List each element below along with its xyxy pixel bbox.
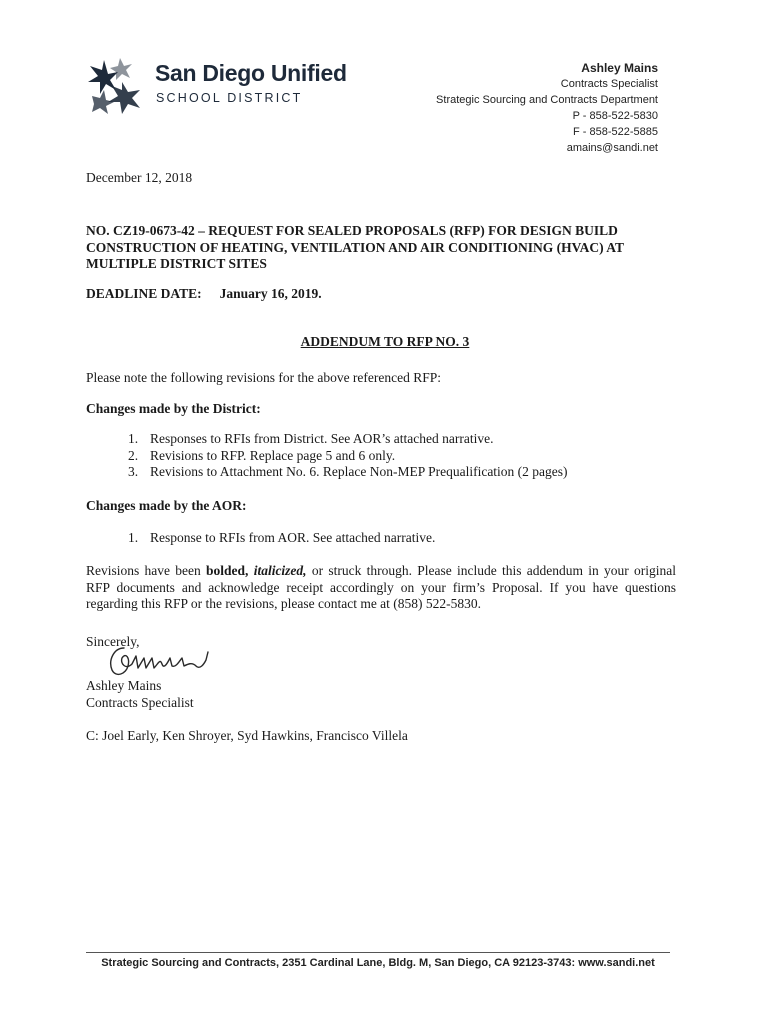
footer-address: Strategic Sourcing and Contracts, 2351 Cardinal Lane, Bldg. M, San Diego, CA 92123-3743: www.sandi.net xyxy=(101,957,655,969)
footer-divider xyxy=(86,952,670,953)
addendum-title: ADDENDUM TO RFP NO. 3 xyxy=(300,334,470,349)
district-subtitle: SCHOOL DISTRICT xyxy=(156,91,303,105)
list-item: 2. Revisions to RFP. Replace page 5 and 6 only. xyxy=(128,447,396,463)
letter-subject: NO. CZ19-0673-42 – REQUEST FOR SEALED PROPOSALS (RFP) FOR DESIGN BUILD CONSTRUCTION OF HEATING, VENTILATION AND AIR CONDITIONING (HVAC) AT MULTIPLE DISTRICT SITES xyxy=(86,223,624,271)
district-changes-list xyxy=(128,431,568,481)
deadline-line xyxy=(86,286,322,303)
signer-title: Contracts Specialist xyxy=(86,695,194,710)
contact-phone: P - 858-522-5830 xyxy=(572,110,658,122)
district-logo-icon xyxy=(82,52,150,122)
district-changes-title: Changes made by the District: xyxy=(86,401,261,416)
contact-name: Ashley Mains xyxy=(581,61,658,75)
contact-block xyxy=(436,60,658,156)
list-item: 1. Response to RFIs from AOR. See attached narrative. xyxy=(128,530,436,545)
revisions-paragraph: Revisions have been bolded, italicized, or struck through. Please include this addendum in your original RFP documents and acknowledge receipt accordingly on your firm’s Proposal. If you have questions regarding this RFP or the revisions, please contact me at (858) 522-5830. xyxy=(86,563,676,611)
contact-email: amains@sandi.net xyxy=(566,142,658,154)
deadline-value: January 16, 2019. xyxy=(219,286,322,301)
closing: Sincerely, xyxy=(86,634,140,649)
contact-department: Strategic Sourcing and Contracts Department xyxy=(436,94,658,106)
district-name: San Diego Unified xyxy=(155,60,347,86)
aor-changes-list xyxy=(128,530,435,547)
deadline-label: DEADLINE DATE: xyxy=(86,286,202,301)
contact-fax: F - 858-522-5885 xyxy=(573,126,658,138)
contact-title: Contracts Specialist xyxy=(560,78,658,90)
italicized-word: italicized, xyxy=(253,563,307,578)
aor-changes-title: Changes made by the AOR: xyxy=(86,498,247,513)
list-item: 1. Responses to RFIs from District. See AOR’s attached narrative. xyxy=(128,431,494,446)
letter-date: December 12, 2018 xyxy=(86,170,193,185)
signer-name: Ashley Mains xyxy=(86,678,162,693)
cc-line: C: Joel Early, Ken Shroyer, Syd Hawkins, Francisco Villela xyxy=(86,728,408,743)
signature-icon xyxy=(96,634,216,684)
bolded-word: bolded, xyxy=(206,563,249,578)
intro-text: Please note the following revisions for the above referenced RFP: xyxy=(86,370,442,385)
list-item: 3. Revisions to Attachment No. 6. Replace Non-MEP Prequalification (2 pages) xyxy=(128,464,568,479)
